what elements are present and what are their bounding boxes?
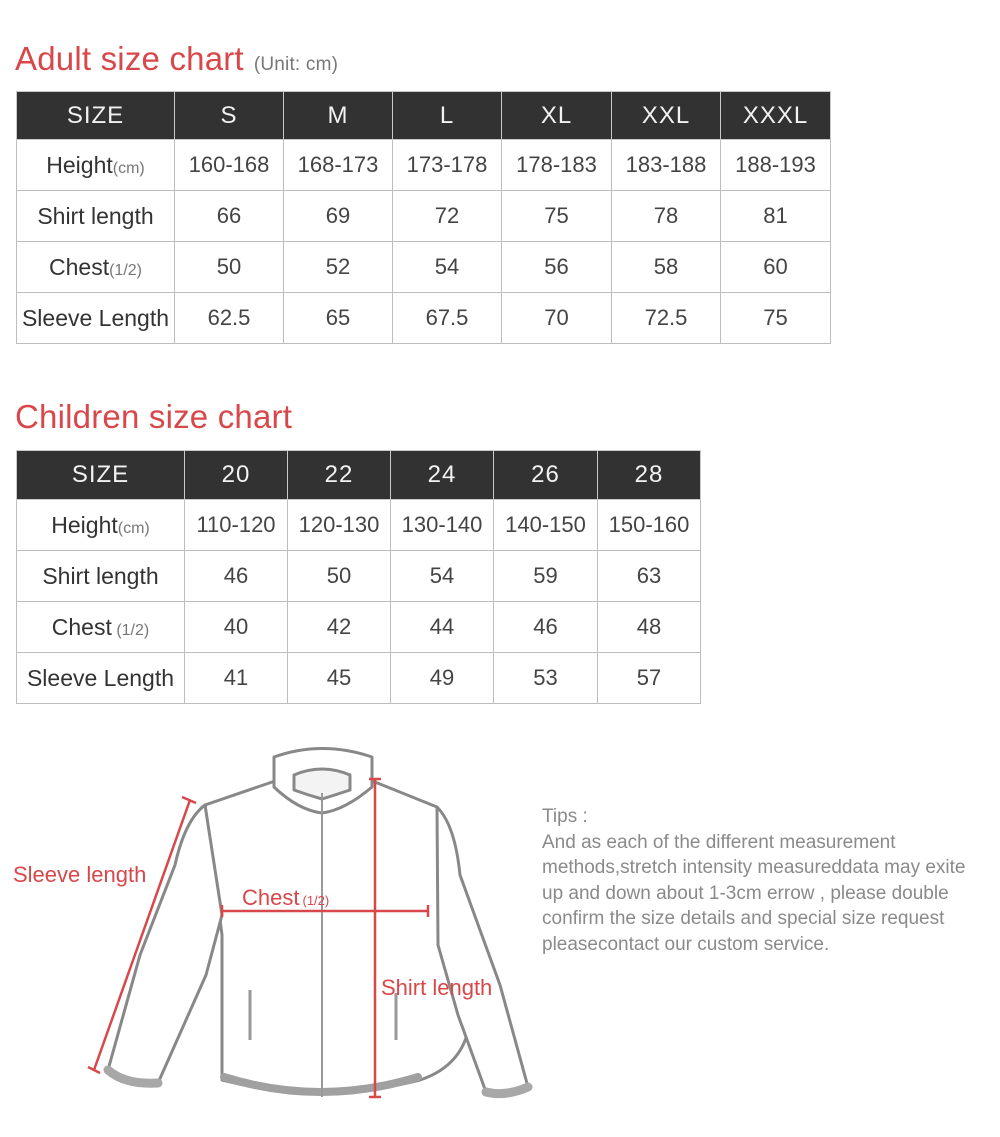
adult-size-table <box>16 91 831 344</box>
table-cell: 42 <box>288 602 391 653</box>
adult-title-text: Adult size chart <box>15 40 244 77</box>
header-cell: 26 <box>494 451 598 500</box>
jacket-measurement-diagram <box>0 735 540 1132</box>
header-cell: XL <box>502 92 612 140</box>
header-cell: 20 <box>185 451 288 500</box>
table-cell: 69 <box>284 191 393 242</box>
row-label-text: Height <box>51 511 118 538</box>
table-cell: 75 <box>721 293 831 344</box>
table-row <box>17 653 701 704</box>
table-cell: 188-193 <box>721 140 831 191</box>
table-cell: 46 <box>185 551 288 602</box>
table-cell: 72 <box>393 191 502 242</box>
sleeve-length-label: Sleeve length <box>13 862 147 887</box>
children-size-chart-title <box>15 398 292 436</box>
table-cell: 53 <box>494 653 598 704</box>
tips-text-block <box>542 804 982 957</box>
table-cell: 140-150 <box>494 500 598 551</box>
table-cell: 120-130 <box>288 500 391 551</box>
table-cell: 65 <box>284 293 393 344</box>
jacket-body <box>205 780 470 1093</box>
table-cell: 66 <box>175 191 284 242</box>
unit-label: (Unit: cm) <box>253 54 339 75</box>
adult-header-row <box>17 92 831 140</box>
header-cell: L <box>393 92 502 140</box>
table-cell: 110-120 <box>185 500 288 551</box>
row-label-sub: (1/2) <box>109 261 142 279</box>
chest-label-sub: (1/2) <box>302 893 330 908</box>
header-cell: S <box>175 92 284 140</box>
table-cell: 70 <box>502 293 612 344</box>
header-cell: 22 <box>288 451 391 500</box>
row-label-sub: (cm) <box>112 159 145 177</box>
row-label <box>17 140 175 191</box>
children-title-text: Children size chart <box>15 398 293 435</box>
row-label-text: Shirt length <box>42 562 159 589</box>
header-cell: 28 <box>598 451 701 500</box>
children-header-row <box>17 451 701 500</box>
row-label <box>17 551 185 602</box>
table-cell: 56 <box>502 242 612 293</box>
header-cell: M <box>284 92 393 140</box>
table-cell: 52 <box>284 242 393 293</box>
table-cell: 60 <box>721 242 831 293</box>
jacket-left-sleeve <box>108 805 222 1083</box>
table-cell: 63 <box>598 551 701 602</box>
row-label <box>17 293 175 344</box>
table-cell: 130-140 <box>391 500 494 551</box>
table-cell: 168-173 <box>284 140 393 191</box>
header-cell: XXL <box>612 92 721 140</box>
row-label <box>17 500 185 551</box>
shirt-length-label: Shirt length <box>381 975 493 1000</box>
table-cell: 72.5 <box>612 293 721 344</box>
table-row <box>17 602 701 653</box>
row-label <box>17 653 185 704</box>
table-cell: 50 <box>175 242 284 293</box>
row-label-sub: (1/2) <box>111 621 150 639</box>
header-cell: XXXL <box>721 92 831 140</box>
header-cell: 24 <box>391 451 494 500</box>
table-cell: 78 <box>612 191 721 242</box>
table-cell: 57 <box>598 653 701 704</box>
table-cell: 183-188 <box>612 140 721 191</box>
adult-size-chart-title <box>15 40 338 78</box>
row-label <box>17 602 185 653</box>
table-row <box>17 140 831 191</box>
table-cell: 150-160 <box>598 500 701 551</box>
row-label <box>17 242 175 293</box>
table-cell: 75 <box>502 191 612 242</box>
table-row <box>17 293 831 344</box>
table-cell: 62.5 <box>175 293 284 344</box>
table-cell: 50 <box>288 551 391 602</box>
table-cell: 45 <box>288 653 391 704</box>
table-cell: 160-168 <box>175 140 284 191</box>
row-label-text: Chest <box>49 253 110 280</box>
table-cell: 178-183 <box>502 140 612 191</box>
row-label-text: Sleeve Length <box>21 304 170 331</box>
row-label-text: Chest <box>51 613 112 640</box>
table-cell: 81 <box>721 191 831 242</box>
table-row <box>17 191 831 242</box>
table-cell: 67.5 <box>393 293 502 344</box>
row-label-text: Height <box>46 151 113 178</box>
jacket-illustration <box>0 735 540 1132</box>
table-cell: 40 <box>185 602 288 653</box>
table-cell: 44 <box>391 602 494 653</box>
table-cell: 48 <box>598 602 701 653</box>
table-cell: 41 <box>185 653 288 704</box>
row-label-sub: (cm) <box>117 519 150 537</box>
row-label-text: Shirt length <box>37 202 154 229</box>
table-cell: 173-178 <box>393 140 502 191</box>
table-cell: 49 <box>391 653 494 704</box>
tips-label: Tips : <box>542 806 588 827</box>
table-cell: 46 <box>494 602 598 653</box>
header-cell: SIZE <box>17 451 185 500</box>
table-row <box>17 242 831 293</box>
children-size-table <box>16 450 701 704</box>
chest-label-text: Chest <box>242 885 300 910</box>
row-label-text: Sleeve Length <box>26 664 175 691</box>
table-cell: 59 <box>494 551 598 602</box>
table-cell: 54 <box>391 551 494 602</box>
tips-text: And as each of the different measurement methods,stretch intensity measureddata may exite up and down about 1-3cm errow , please double confirm the size details and special size request pleasecontact our custom service. <box>542 831 966 955</box>
table-cell: 58 <box>612 242 721 293</box>
table-row <box>17 500 701 551</box>
header-cell: SIZE <box>17 92 175 140</box>
table-cell: 54 <box>393 242 502 293</box>
table-row <box>17 551 701 602</box>
row-label <box>17 191 175 242</box>
